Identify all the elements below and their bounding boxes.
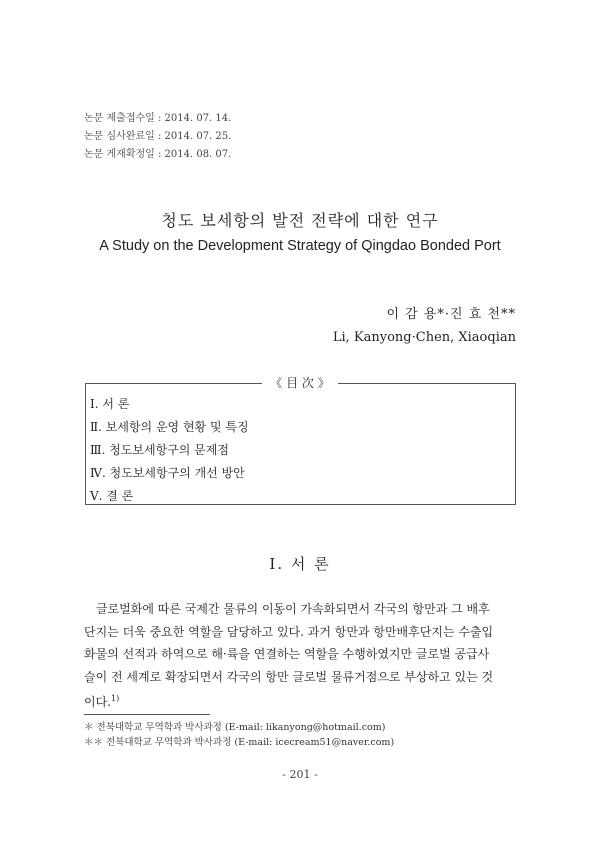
- page-number: - 201 -: [282, 768, 318, 781]
- body-line: 이다.: [84, 695, 111, 709]
- body-line: 화물의 선적과 하역으로 해·륙을 연결하는 역할을 수행하였지만 글로벌 공급사: [84, 647, 490, 661]
- toc-item: Ⅰ. 서 론: [90, 397, 130, 411]
- toc-heading: [0, 374, 600, 391]
- toc-title: 《 目 次 》: [262, 376, 337, 390]
- footnote-author-1: ＊ 전북대학교 무역학과 박사과정 (E-mail: likanyong@hotmail.com): [84, 722, 386, 733]
- toc-item: Ⅳ. 청도보세항구의 개선 방안: [90, 466, 245, 480]
- date-submitted: 논문 제출접수일 : 2014. 07. 14.: [84, 113, 232, 124]
- body-line: 글로벌화에 따른 국제간 물류의 이동이 가속화되면서 각국의 항만과 그 배후: [84, 602, 490, 616]
- toc-item: Ⅲ. 청도보세항구의 문제점: [90, 443, 229, 457]
- section-heading: Ⅰ. 서 론: [269, 555, 331, 573]
- toc-item: Ⅱ. 보세항의 운영 현황 및 특징: [90, 420, 249, 434]
- date-reviewed: 논문 심사완료일 : 2014. 07. 25.: [84, 131, 232, 142]
- title-korean: 청도 보세항의 발전 전략에 대한 연구: [161, 211, 439, 230]
- footnote-divider: [84, 714, 210, 715]
- authors-korean: 이 감 용*·진 효 천**: [386, 307, 516, 322]
- footnotes: [84, 720, 394, 750]
- body-paragraph: [84, 598, 518, 714]
- submission-dates: [84, 110, 231, 164]
- body-line: 단지는 더욱 중요한 역할을 담당하고 있다. 과거 항만과 항만배후단지는 수출입: [84, 624, 494, 639]
- toc-list: [90, 393, 249, 508]
- title-english: A Study on the Development Strategy of Qingdao Bonded Port: [99, 238, 501, 254]
- toc-item: Ⅴ. 결 론: [90, 489, 134, 503]
- body-line-last: [84, 688, 518, 714]
- body-line: 슬이 전 세계로 확장되면서 각국의 항만 글로벌 물류거점으로 부상하고 있는 것: [84, 669, 494, 684]
- footnote-author-2: ＊＊ 전북대학교 무역학과 박사과정 (E-mail: icecream51@naver.com): [84, 737, 395, 748]
- footnote-reference[interactable]: 1): [111, 694, 120, 703]
- authors-english: Li, Kanyong·Chen, Xiaoqian: [332, 330, 516, 345]
- date-accepted: 논문 게재확정일 : 2014. 08. 07.: [84, 149, 232, 160]
